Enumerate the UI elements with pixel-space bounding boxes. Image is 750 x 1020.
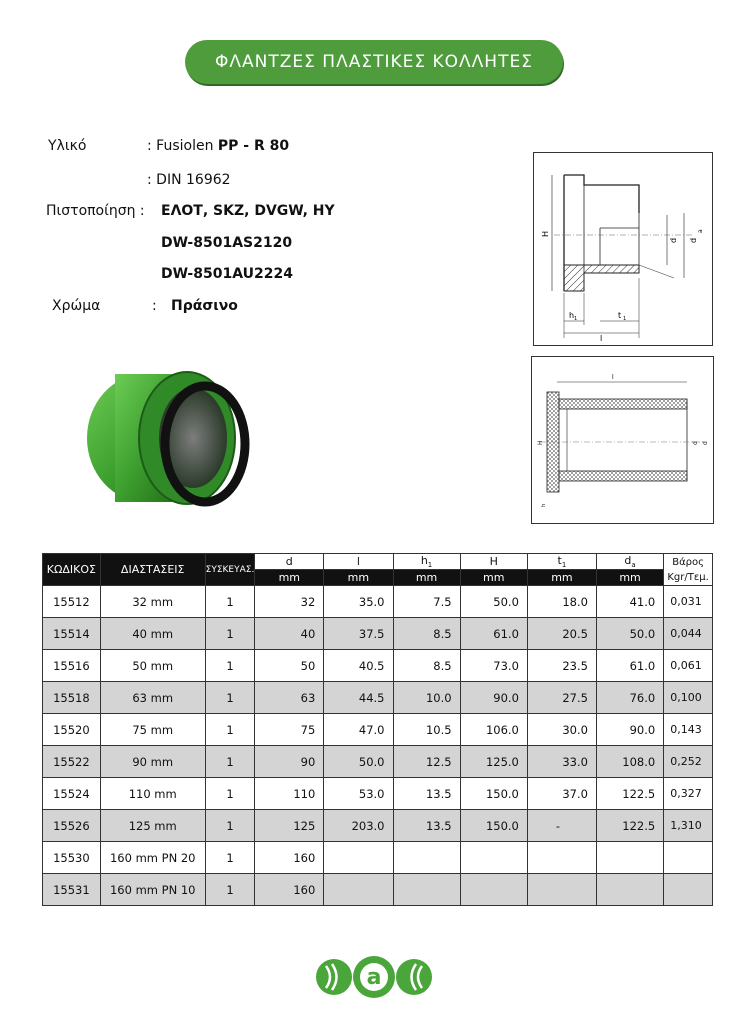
unit-t1: mm <box>527 570 596 586</box>
cell-l: 37.5 <box>324 618 393 650</box>
header-l: l <box>324 554 393 570</box>
cell-l: 50.0 <box>324 746 393 778</box>
cell-t1: 18.0 <box>527 586 596 618</box>
header-dimensions: ΔΙΑΣΤΑΣΕΙΣ <box>100 554 205 586</box>
cell-weight <box>664 874 713 906</box>
drawing-H-label: H <box>541 230 550 237</box>
header-H: H <box>460 554 527 570</box>
color-label: Χρώμα <box>52 298 101 314</box>
cell-d: 50 <box>255 650 324 682</box>
cell-H: 50.0 <box>460 586 527 618</box>
cell-da: 76.0 <box>596 682 663 714</box>
header-weight <box>664 554 713 586</box>
cell-dimensions: 90 mm <box>100 746 205 778</box>
header-weight-line1: Βάρος <box>672 556 704 568</box>
header-packaging: ΣΥΣΚΕΥΑΣ. <box>205 554 255 586</box>
cell-H: 90.0 <box>460 682 527 714</box>
cell-packaging: 1 <box>205 586 255 618</box>
technical-drawing-long <box>531 356 714 524</box>
cell-d: 160 <box>255 874 324 906</box>
drawing-h1-label: h <box>569 311 575 320</box>
drawing2-d-label: d <box>692 441 699 445</box>
unit-d: mm <box>255 570 324 586</box>
cell-dimensions: 40 mm <box>100 618 205 650</box>
unit-da: mm <box>596 570 663 586</box>
header-code: ΚΩΔΙΚΟΣ <box>43 554 101 586</box>
table-body <box>43 586 713 906</box>
cell-d: 125 <box>255 810 324 842</box>
cell-dimensions: 125 mm <box>100 810 205 842</box>
cell-weight: 0,061 <box>664 650 713 682</box>
cell-h1 <box>393 842 460 874</box>
cell-H <box>460 842 527 874</box>
cell-da: 122.5 <box>596 778 663 810</box>
cell-da: 108.0 <box>596 746 663 778</box>
drawing-t1-label: t <box>618 311 622 320</box>
cell-code: 15520 <box>43 714 101 746</box>
cell-dimensions: 32 mm <box>100 586 205 618</box>
cell-packaging: 1 <box>205 842 255 874</box>
header-t1 <box>527 554 596 570</box>
cell-l: 53.0 <box>324 778 393 810</box>
drawing-l-label: l <box>600 334 603 343</box>
cell-packaging: 1 <box>205 714 255 746</box>
header-weight-line2: Kgr/Τεμ. <box>667 571 709 583</box>
cell-dimensions: 75 mm <box>100 714 205 746</box>
cell-l <box>324 874 393 906</box>
material-value-prefix: : Fusiolen <box>147 138 214 154</box>
cell-d: 40 <box>255 618 324 650</box>
table-row <box>43 714 713 746</box>
cell-da: 122.5 <box>596 810 663 842</box>
cell-t1 <box>527 874 596 906</box>
cell-dimensions: 160 mm PN 20 <box>100 842 205 874</box>
cell-l: 203.0 <box>324 810 393 842</box>
cell-l: 35.0 <box>324 586 393 618</box>
cell-H: 106.0 <box>460 714 527 746</box>
cell-t1: 23.5 <box>527 650 596 682</box>
cell-da: 61.0 <box>596 650 663 682</box>
cell-h1: 10.0 <box>393 682 460 714</box>
table-row <box>43 618 713 650</box>
cell-H: 73.0 <box>460 650 527 682</box>
table-row <box>43 810 713 842</box>
cell-code: 15514 <box>43 618 101 650</box>
drawing2-h1-label: h <box>541 503 547 507</box>
cell-h1: 7.5 <box>393 586 460 618</box>
cell-H: 150.0 <box>460 810 527 842</box>
cell-h1: 13.5 <box>393 778 460 810</box>
technical-drawing-section <box>533 152 713 346</box>
page-title: ΦΛΑΝΤΖΕΣ ΠΛΑΣΤΙΚΕΣ ΚΟΛΛΗΤΕΣ <box>185 40 563 84</box>
table-row <box>43 778 713 810</box>
drawing-t1-sub: 1 <box>623 316 627 322</box>
header-h1-sub: 1 <box>427 561 433 570</box>
cell-weight: 0,100 <box>664 682 713 714</box>
cell-da: 90.0 <box>596 714 663 746</box>
flange-section-svg <box>534 153 712 345</box>
cell-packaging: 1 <box>205 746 255 778</box>
certification-line-2: DW-8501AS2120 <box>161 235 293 251</box>
material-label: Υλικό <box>48 138 87 154</box>
cell-h1: 8.5 <box>393 650 460 682</box>
cell-t1: 20.5 <box>527 618 596 650</box>
cell-H: 150.0 <box>460 778 527 810</box>
cell-l: 44.5 <box>324 682 393 714</box>
cell-t1: - <box>527 810 596 842</box>
certification-value: ΕΛΟΤ, SKZ, DVGW, HY <box>161 203 335 219</box>
cell-l: 47.0 <box>324 714 393 746</box>
cell-t1: 33.0 <box>527 746 596 778</box>
cell-code: 15516 <box>43 650 101 682</box>
table-row <box>43 682 713 714</box>
cell-code: 15512 <box>43 586 101 618</box>
table-row <box>43 650 713 682</box>
cell-d: 90 <box>255 746 324 778</box>
cell-l: 40.5 <box>324 650 393 682</box>
cell-weight: 0,252 <box>664 746 713 778</box>
table-row <box>43 746 713 778</box>
certification-label: Πιστοποίηση : <box>46 203 145 219</box>
cell-packaging: 1 <box>205 810 255 842</box>
cell-t1: 37.0 <box>527 778 596 810</box>
header-da <box>596 554 663 570</box>
cell-da <box>596 842 663 874</box>
cell-dimensions: 160 mm PN 10 <box>100 874 205 906</box>
table-row <box>43 842 713 874</box>
drawing-h1-sub: 1 <box>574 316 578 322</box>
cell-da: 41.0 <box>596 586 663 618</box>
header-da-text: d <box>624 554 632 567</box>
cell-dimensions: 50 mm <box>100 650 205 682</box>
drawing2-H-label: H <box>537 440 544 445</box>
cell-t1 <box>527 842 596 874</box>
table-row <box>43 874 713 906</box>
material-value <box>147 138 289 154</box>
cell-code: 15530 <box>43 842 101 874</box>
cell-code: 15518 <box>43 682 101 714</box>
cell-dimensions: 63 mm <box>100 682 205 714</box>
cell-h1: 13.5 <box>393 810 460 842</box>
cell-l <box>324 842 393 874</box>
specs-table <box>42 553 713 906</box>
certification-line-3: DW-8501AU2224 <box>161 266 293 282</box>
color-separator: : <box>152 298 157 314</box>
cell-packaging: 1 <box>205 874 255 906</box>
cell-packaging: 1 <box>205 778 255 810</box>
unit-H: mm <box>460 570 527 586</box>
color-value: Πράσινο <box>171 298 238 314</box>
svg-text:a: a <box>366 965 382 990</box>
cell-H: 61.0 <box>460 618 527 650</box>
unit-l: mm <box>324 570 393 586</box>
cell-weight: 0,044 <box>664 618 713 650</box>
cell-d: 160 <box>255 842 324 874</box>
cell-d: 63 <box>255 682 324 714</box>
cell-da <box>596 874 663 906</box>
cell-d: 75 <box>255 714 324 746</box>
cell-d: 110 <box>255 778 324 810</box>
cell-weight <box>664 842 713 874</box>
table-row <box>43 586 713 618</box>
flange-long-svg <box>532 357 713 523</box>
cell-code: 15531 <box>43 874 101 906</box>
cell-h1: 12.5 <box>393 746 460 778</box>
header-t1-text: t <box>557 554 562 567</box>
cell-d: 32 <box>255 586 324 618</box>
product-photo <box>75 352 275 517</box>
din-value: : DIN 16962 <box>147 172 231 188</box>
drawing2-l-label: l <box>612 374 614 381</box>
cell-H <box>460 874 527 906</box>
header-h1-text: h <box>420 554 428 567</box>
cell-dimensions: 110 mm <box>100 778 205 810</box>
cell-packaging: 1 <box>205 682 255 714</box>
cell-t1: 30.0 <box>527 714 596 746</box>
cell-h1 <box>393 874 460 906</box>
header-h1 <box>393 554 460 570</box>
cell-weight: 0,031 <box>664 586 713 618</box>
cell-packaging: 1 <box>205 618 255 650</box>
header-da-sub: a <box>631 561 636 570</box>
unit-h1: mm <box>393 570 460 586</box>
cell-t1: 27.5 <box>527 682 596 714</box>
cell-packaging: 1 <box>205 650 255 682</box>
brand-logo <box>312 952 436 1002</box>
cell-code: 15522 <box>43 746 101 778</box>
cell-code: 15524 <box>43 778 101 810</box>
drawing-da-label: d <box>689 237 698 243</box>
cell-code: 15526 <box>43 810 101 842</box>
cell-h1: 10.5 <box>393 714 460 746</box>
drawing-da-sub: a <box>697 229 704 233</box>
cell-weight: 1,310 <box>664 810 713 842</box>
drawing2-da-label: d <box>702 441 709 445</box>
cell-h1: 8.5 <box>393 618 460 650</box>
header-d: d <box>255 554 324 570</box>
header-t1-sub: 1 <box>561 561 567 570</box>
drawing-d-label: d <box>669 237 678 243</box>
cell-H: 125.0 <box>460 746 527 778</box>
cell-weight: 0,143 <box>664 714 713 746</box>
material-value-bold: PP - R 80 <box>217 138 290 154</box>
cell-da: 50.0 <box>596 618 663 650</box>
cell-weight: 0,327 <box>664 778 713 810</box>
